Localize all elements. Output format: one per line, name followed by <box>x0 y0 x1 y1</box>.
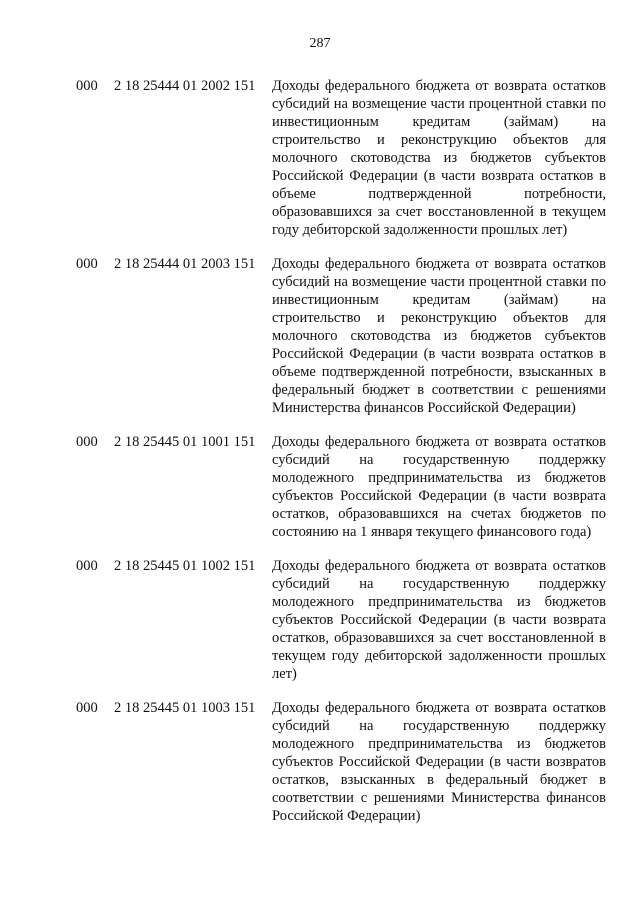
revenue-description: Доходы федерального бюджета от возврата остатков субсидий на государственную поддержку молодежного предпринимательства из бюджетов субъектов Российской Федерации (в части возврата остатков, образовавшихся за счет восстановленной в текущем году дебиторской задолженности прошлых лет) <box>272 558 606 682</box>
budget-code-row <box>76 699 616 825</box>
budget-code-row <box>76 433 616 541</box>
budget-classification-code: 2 18 25445 01 1002 151 <box>114 558 256 574</box>
admin-code: 000 <box>76 78 98 94</box>
budget-code-row <box>76 255 616 417</box>
admin-code: 000 <box>76 558 98 574</box>
budget-classification-code: 2 18 25444 01 2003 151 <box>114 256 256 272</box>
revenue-description: Доходы федерального бюджета от возврата остатков субсидий на возмещение части процентной ставки по инвестиционным кредитам (займам) на строительство и реконструкцию объектов для молочного скотоводства из бюджетов субъектов Российской Федерации (в части возврата остатков в объеме подтвержденной потребности, образовавшихся за счет восстановленной в текущем году дебиторской задолженности прошлых лет) <box>272 78 606 238</box>
admin-code: 000 <box>76 256 98 272</box>
budget-code-row <box>76 77 616 239</box>
revenue-description: Доходы федерального бюджета от возврата остатков субсидий на государственную поддержку молодежного предпринимательства из бюджетов субъектов Российской Федерации (в части возвратов остатков, взысканных в федеральный бюджет в соответствии с решениями Министерства финансов Российской Федерации) <box>272 700 606 824</box>
admin-code: 000 <box>76 700 98 716</box>
admin-code: 000 <box>76 434 98 450</box>
budget-code-row <box>76 557 616 683</box>
budget-classification-code: 2 18 25444 01 2002 151 <box>114 78 256 94</box>
revenue-description: Доходы федерального бюджета от возврата остатков субсидий на возмещение части процентной ставки по инвестиционным кредитам (займам) на строительство и реконструкцию объектов для молочного скотоводства из бюджетов субъектов Российской Федерации (в части возврата остатков в объеме подтвержденной потребности, взысканных в федеральный бюджет в соответствии с решениями Министерства финансов Российской Федерации) <box>272 256 606 416</box>
budget-classification-code: 2 18 25445 01 1001 151 <box>114 434 256 450</box>
budget-code-list <box>76 77 616 841</box>
budget-classification-code: 2 18 25445 01 1003 151 <box>114 700 256 716</box>
revenue-description: Доходы федерального бюджета от возврата остатков субсидий на государственную поддержку молодежного предпринимательства из бюджетов субъектов Российской Федерации (в части возврата остатков, образовавшихся на счетах бюджетов по состоянию на 1 января текущего финансового года) <box>272 434 606 540</box>
page-number: 287 <box>309 36 331 51</box>
